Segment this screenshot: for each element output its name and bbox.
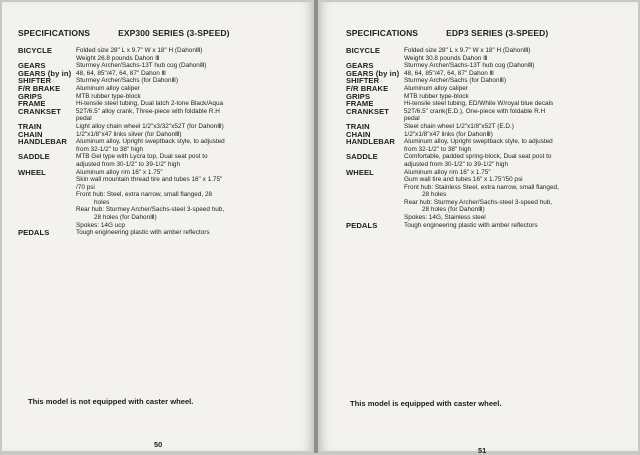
spec-value-line: pedal (76, 115, 92, 123)
spec-value-line: 1/2"x1/8"x47 links (for DahonⅢ) (404, 130, 493, 138)
left-page (2, 2, 314, 451)
spec-value-line: 28 holes (for DahonⅢ) (94, 214, 157, 222)
spec-values (404, 108, 634, 123)
spec-label: GEARS (by in) (346, 68, 400, 78)
spec-label: CRANKSET (18, 106, 61, 116)
spec-value-line: Skin wall mountain thread tire and tubes 16" x 1.75" (76, 176, 223, 184)
spec-value-line: Aluminum alloy rim 16" x 1.75" (404, 168, 491, 176)
spec-row (346, 47, 634, 62)
spec-values (76, 93, 308, 101)
spec-values (404, 100, 634, 108)
spec-label: PEDALS (18, 228, 50, 238)
spec-values (76, 229, 308, 237)
spec-values (76, 70, 308, 78)
spec-row (18, 93, 308, 101)
spec-label: SADDLE (346, 152, 378, 162)
spec-value-line: Aluminum alloy rim 16" x 1.75" (76, 168, 163, 176)
spec-values (404, 70, 634, 78)
series-title: EXP300 SERIES (3-SPEED) (118, 28, 230, 38)
spec-value-line: Rear hub: Sturmey Archer/Sachs-steel 3-speed hub, (76, 206, 225, 214)
specifications-label: SPECIFICATIONS (18, 28, 91, 38)
spec-values (76, 123, 308, 131)
spec-label: GRIPS (346, 91, 371, 101)
series-title: EDP3 SERIES (3-SPEED) (446, 28, 549, 38)
spec-row (346, 70, 634, 78)
spec-values (76, 108, 308, 123)
spec-value-line: Steel chain wheel 1/2"x1/8"x52T (E.D.) (404, 122, 514, 130)
spec-values (76, 131, 308, 139)
spec-value-line: MTB rubber type-block (76, 92, 141, 100)
spec-value-line: from 32-1/2" to 38" high (76, 145, 144, 153)
spec-values (76, 77, 308, 85)
spec-label: F/R BRAKE (18, 83, 61, 93)
spec-value-line: from 32-1/2" to 38" high (404, 145, 472, 153)
spec-row (346, 169, 634, 222)
spec-label: BICYCLE (346, 46, 381, 55)
spec-label: CRANKSET (346, 106, 389, 116)
spec-values (404, 138, 634, 153)
spec-value-line: adjusted from 30-1/2" to 39-1/2" high (76, 160, 181, 168)
spec-values (76, 153, 308, 168)
spec-values (76, 169, 308, 230)
spec-row (18, 108, 308, 123)
spec-value-line: Sturmey Archer/Sachs (for DahonⅢ) (404, 77, 507, 85)
spec-value-line: pedal (404, 115, 420, 123)
spec-value-line: Hi-tensile steel tubing, ED/White W/royal blue decals (404, 100, 554, 108)
spec-label: CHAIN (346, 129, 371, 139)
spec-label: SHIFTER (346, 76, 380, 86)
spec-row (18, 77, 308, 85)
spec-value-line: Light alloy chain wheel 1/2"x3/32"x52T (for DahonⅢ) (76, 122, 224, 130)
spec-label: GEARS (18, 61, 46, 71)
spec-value-line: holes (94, 198, 110, 206)
spec-row (346, 138, 634, 153)
spec-row (18, 123, 308, 131)
spec-values (404, 169, 634, 222)
spec-value-line: Front hub: Stainless Steel, extra narrow, small flanged, (404, 183, 559, 191)
spec-value-line: Sturmey Archer/Sachs-13T hub cog (DahonⅢ) (76, 62, 207, 70)
spec-value-line: Aluminum alloy caliper (404, 84, 468, 92)
right-page-header (346, 28, 548, 38)
spec-value-line: Aluminum alloy, Upright sweptback style, to adjusted (76, 138, 225, 146)
spec-values (404, 77, 634, 85)
spec-value-line: MTB Gel type with Lycra top, Dual seat post to (76, 153, 208, 161)
spec-values (404, 153, 634, 168)
spec-row (346, 153, 634, 168)
spec-value-line: 48, 64, 85"/47, 64, 87" Dahon Ⅲ (404, 69, 494, 77)
spec-row (18, 70, 308, 78)
spec-label: GEARS (346, 61, 374, 71)
spec-value-line: 28 holes (422, 191, 447, 199)
spec-value-line: 48, 64, 85"/47, 64, 87" Dahon Ⅲ (76, 69, 166, 77)
spec-value-line: 1/2"x1/8"x47 links silver (for DahonⅢ) (76, 130, 182, 138)
spec-values (404, 85, 634, 93)
spec-value-line: Tough engineering plastic with amber reflectors (404, 221, 538, 229)
spec-value-line: Folded size 28" L x 9.7" W x 18" H (DahonⅢ) (76, 47, 203, 54)
specifications-label: SPECIFICATIONS (346, 28, 419, 38)
spec-label: HANDLEBAR (18, 137, 67, 147)
spec-label: F/R BRAKE (346, 83, 389, 93)
spec-label: SHIFTER (18, 76, 52, 86)
spec-values (76, 138, 308, 153)
left-page-header (18, 28, 230, 38)
spec-value-line: /70 psi (76, 183, 95, 191)
spec-values (404, 222, 634, 230)
spec-values (404, 93, 634, 101)
right-page (318, 2, 638, 455)
spec-row (18, 169, 308, 230)
spec-label: PEDALS (346, 220, 378, 230)
spec-value-line: Tough engineering plastic with amber reflectors (76, 229, 210, 237)
spec-value-line: Sturmey Archer/Sachs (for DahonⅢ) (76, 77, 179, 85)
spec-value-line: Sturmey Archer/Sachs-13T hub cog (DahonⅢ) (404, 62, 535, 70)
spec-values (404, 131, 634, 139)
spec-row (346, 77, 634, 85)
spec-value-line: Spokes: 14G, Stainless steel (404, 214, 486, 222)
spec-values (404, 47, 634, 62)
spec-row (346, 123, 634, 131)
spec-value-line: adjusted from 30-1/2" to 39-1/2" high (404, 160, 509, 168)
spec-value-line: 28 holes (for DahonⅢ) (422, 206, 485, 214)
spec-row (18, 100, 308, 108)
spec-row (346, 93, 634, 101)
spec-values (76, 85, 308, 93)
spec-row (346, 222, 634, 230)
spec-value-line: Aluminum alloy, Upright sweptback style, to adjusted (404, 138, 553, 146)
spec-row (18, 85, 308, 93)
spec-value-line: Comfortable, padded spring-block, Dual seat post to (404, 153, 552, 161)
spec-value-line: 52T/6.5" crank(E.D.), One-piece with foldable R.H (404, 107, 546, 115)
spec-value-line: Weight 26.8 pounds Dahon Ⅲ (76, 54, 160, 62)
spec-list (346, 47, 634, 229)
spec-label: WHEEL (346, 167, 374, 177)
spec-label: SADDLE (18, 152, 50, 162)
spec-label: HANDLEBAR (346, 137, 395, 147)
spec-label: FRAME (346, 99, 374, 109)
spec-row (18, 153, 308, 168)
spec-value-line: Spokes: 14G ucp (76, 221, 126, 229)
spec-label: TRAIN (18, 121, 42, 131)
spec-value-line: Folded size 28" L x 9.7" W x 18" H (DahonⅢ) (404, 47, 531, 54)
spec-label: GRIPS (18, 91, 43, 101)
spec-label: GEARS (by in) (18, 68, 72, 78)
spec-label: CHAIN (18, 129, 43, 139)
spec-value-line: Hi-tensile steel tubing, Dual latch 2-tone Black/Aqua (76, 100, 224, 108)
spec-list (18, 47, 308, 237)
page-number: 51 (478, 446, 487, 455)
caster-note: This model is not equipped with caster wheel. (28, 397, 194, 406)
spec-row (346, 100, 634, 108)
spec-label: TRAIN (346, 121, 370, 131)
spec-label: FRAME (18, 99, 46, 109)
spec-label: BICYCLE (18, 46, 53, 55)
spec-values (76, 100, 308, 108)
spec-label: WHEEL (18, 167, 46, 177)
spec-value-line: 52T/6.5" alloy crank, Three-piece with foldable R.H (76, 107, 220, 115)
spec-row (346, 108, 634, 123)
spec-row (346, 85, 634, 93)
spec-value-line: Aluminum alloy caliper (76, 84, 140, 92)
page-number: 50 (154, 440, 163, 449)
spec-values (404, 123, 634, 131)
caster-note: This model is equipped with caster wheel. (350, 399, 502, 408)
spec-row (18, 138, 308, 153)
spec-value-line: MTB rubber type-block (404, 92, 469, 100)
spec-value-line: Weight 30.8 pounds Dahon Ⅲ (404, 54, 488, 62)
spec-value-line: Front hub: Steel, extra narrow, small flanged, 28 (76, 191, 213, 199)
spec-values (76, 62, 308, 70)
spec-row (18, 47, 308, 62)
spec-values (76, 47, 308, 62)
spec-row (18, 229, 308, 237)
spec-value-line: Rear hub: Sturmey Archer/Sachs-steel 3-speed hub, (404, 198, 553, 206)
spec-value-line: Gum wall tire and tubes 16" x 1.75"/50 psi (404, 176, 523, 184)
spec-values (404, 62, 634, 70)
